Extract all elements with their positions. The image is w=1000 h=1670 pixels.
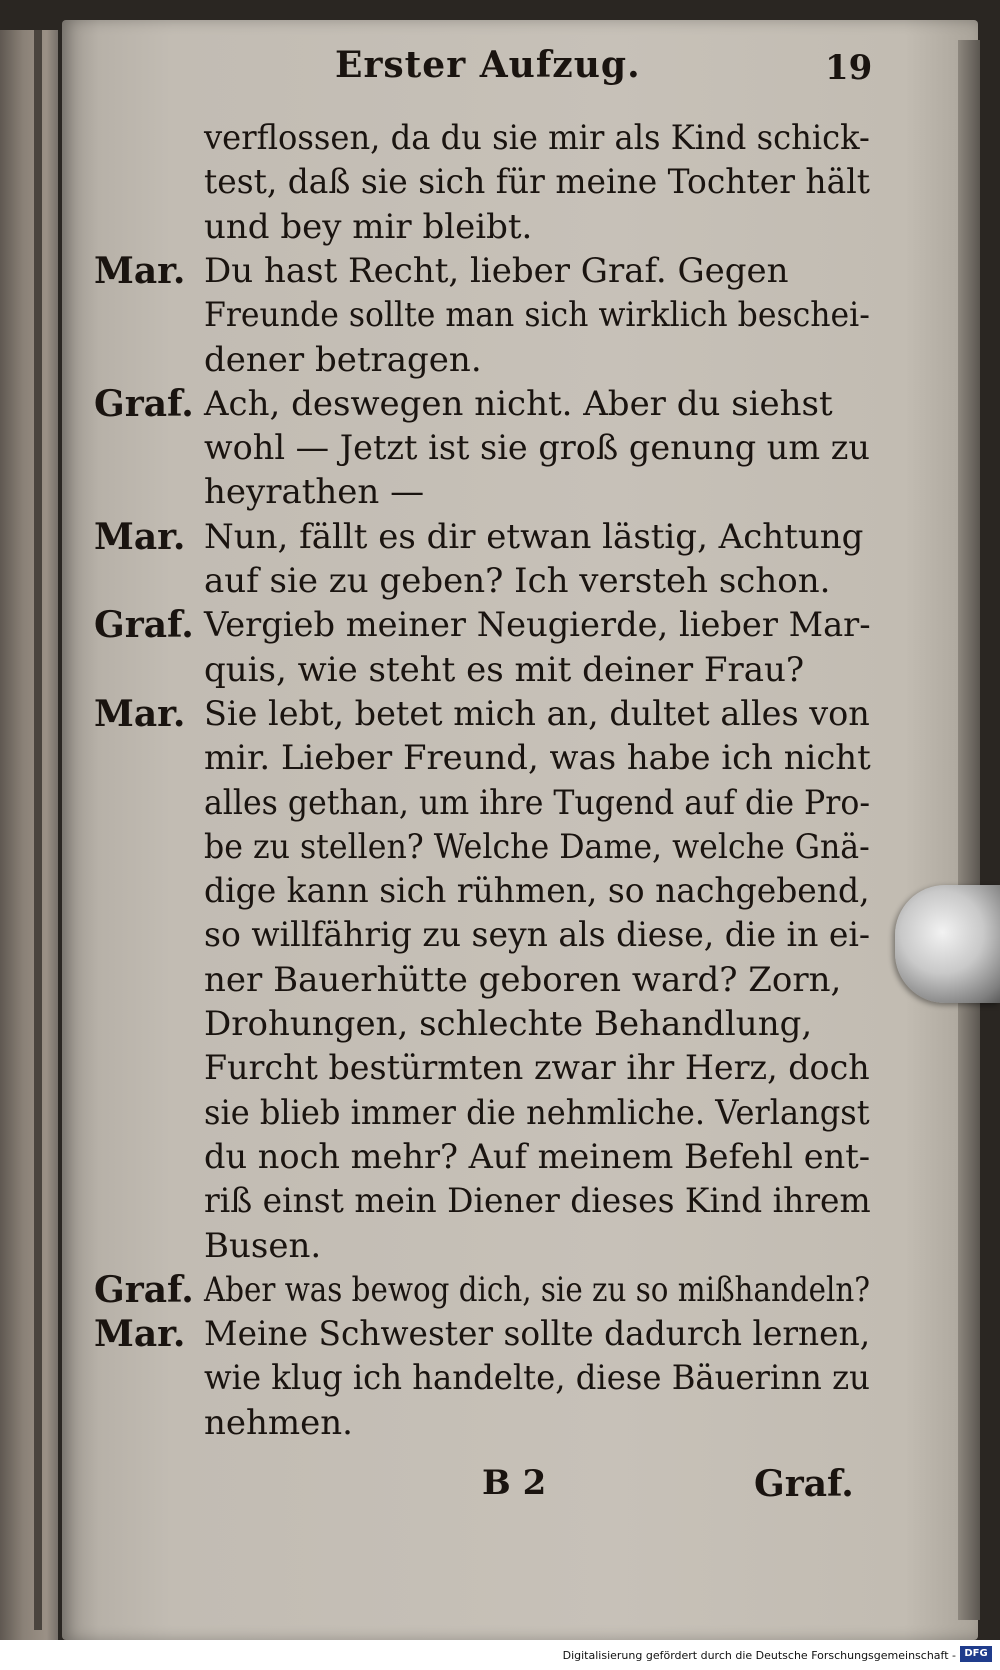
- text-line: ner Bauerhütte geboren ward? Zorn,: [204, 960, 842, 1000]
- speaker-label: Mar.: [94, 693, 186, 735]
- signature-mark: B 2: [482, 1463, 547, 1503]
- facing-page-edge: [0, 30, 58, 1640]
- speaker-label: Graf.: [94, 383, 194, 425]
- page-clip: [895, 885, 1000, 1003]
- speaker-label: Mar.: [94, 250, 186, 292]
- footer-credit: Digitalisierung gefördert durch die Deutsche Forschungsgemeinschaft -: [562, 1649, 956, 1662]
- text-line: Aber was bewog dich, sie zu so mißhandeln?: [204, 1270, 871, 1310]
- text-line: so willfährig zu seyn als diese, die in ei-: [204, 915, 871, 955]
- text-line: riß einst mein Diener dieses Kind ihrem: [204, 1181, 871, 1221]
- text-line: mir. Lieber Freund, was habe ich nicht: [204, 738, 871, 778]
- page-number: 19: [825, 48, 873, 88]
- facing-page-gutter: [34, 30, 42, 1630]
- text-line: nehmen.: [204, 1403, 353, 1443]
- text-line: Furcht bestürmten zwar ihr Herz, doch: [204, 1048, 870, 1088]
- text-line: test, daß sie sich für meine Tochter hält: [204, 162, 870, 202]
- text-line: wohl — Jetzt ist sie groß genung um zu: [204, 428, 870, 468]
- text-line: Du hast Recht, lieber Graf. Gegen: [204, 251, 789, 291]
- catchword: Graf.: [754, 1463, 854, 1505]
- speaker-label: Graf.: [94, 1269, 194, 1311]
- speaker-label: Mar.: [94, 516, 186, 558]
- text-line: Freunde sollte man sich wirklich beschei-: [204, 295, 870, 335]
- text-line: Vergieb meiner Neugierde, lieber Mar-: [204, 605, 871, 645]
- digitization-footer: [0, 1640, 1000, 1670]
- text-line: Ach, deswegen nicht. Aber du siehst: [204, 384, 833, 424]
- text-line: be zu stellen? Welche Dame, welche Gnä-: [204, 827, 870, 867]
- speaker-label: Graf.: [94, 604, 194, 646]
- text-line: wie klug ich handelte, diese Bäuerinn zu: [204, 1358, 870, 1398]
- text-line: dener betragen.: [204, 340, 482, 380]
- text-line: heyrathen —: [204, 472, 425, 512]
- text-line: Sie lebt, betet mich an, dultet alles von: [204, 694, 870, 734]
- text-line: sie blieb immer die nehmliche. Verlangst: [204, 1093, 870, 1133]
- text-line: alles gethan, um ihre Tugend auf die Pro-: [204, 783, 870, 823]
- page-fore-edge: [958, 40, 980, 1620]
- text-line: dige kann sich rühmen, so nachgebend,: [204, 871, 870, 911]
- text-line: quis, wie steht es mit deiner Frau?: [204, 650, 805, 690]
- dfg-logo-icon: DFG: [960, 1646, 992, 1662]
- text-line: Busen.: [204, 1226, 322, 1266]
- running-header: Erster Aufzug.: [335, 44, 641, 86]
- text-line: Nun, fällt es dir etwan lästig, Achtung: [204, 517, 864, 557]
- text-line: Meine Schwester sollte dadurch lernen,: [204, 1314, 871, 1354]
- text-line: verflossen, da du sie mir als Kind schick-: [204, 118, 870, 158]
- text-line: auf sie zu geben? Ich versteh schon.: [204, 561, 831, 601]
- text-line: und bey mir bleibt.: [204, 207, 533, 247]
- text-line: Drohungen, schlechte Behandlung,: [204, 1004, 813, 1044]
- speaker-label: Mar.: [94, 1313, 186, 1355]
- text-line: du noch mehr? Auf meinem Befehl ent-: [204, 1137, 871, 1177]
